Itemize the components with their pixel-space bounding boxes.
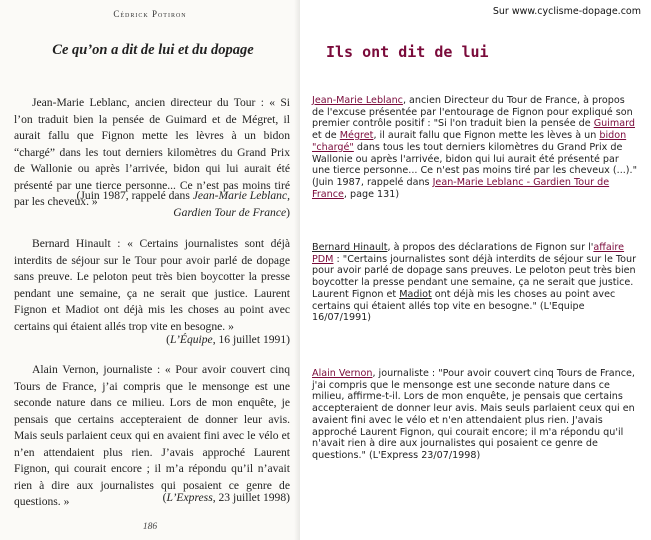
link-affaire-pdm[interactable]: affaire PDM <box>312 242 625 265</box>
book-title: Ce qu’on a dit de lui et du dopage <box>52 42 254 58</box>
book-page-number: 186 <box>142 522 158 532</box>
web-title: Ils ont dit de lui <box>326 43 489 61</box>
source-label: Sur www.cyclisme-dopage.com <box>492 6 641 17</box>
web-quote-hinault: Bernard Hinault, à propos des déclarations de Fignon sur l'affaire PDM : "Certains journalistes sont déjà interdits de séjour sur le Tour pour avoir parlé de dopage sans preuves. Le peloton peut très bien boycotter la presse pendant une semaine, ça ne serait que justice. Laurent Fignon et Madiot ont déjà mis les choses au point avec certains qui étaient allés top vite en besogne." (L'Equipe 16/07/1991) <box>312 242 637 324</box>
link-gardien-tour-de-france[interactable]: Jean-Marie Leblanc - Gardien Tour de France <box>312 176 610 200</box>
web-quote-vernon: Alain Vernon, journaliste : "Pour avoir couvert cinq Tours de France, j'ai compris que le mensonge est une seconde nature dans ce milieu, affirme-t-il. Lors de mon enquête, je pensais que certains accepteraient de donner leur avis. Mais seuls parlaient ceux qui en avaient fini avec le vélo et n'en attendaient plus rien. J'avais approché Laurent Fignon, qui courait encore; il m'a répondu qu'il n'avait rien à dire aux journalistes qui posaient ce genre de questions." (L'Express 23/07/1998) <box>312 368 635 461</box>
link-bidon-charge[interactable]: bidon "chargé" <box>312 130 627 153</box>
link-bernard-hinault[interactable]: Bernard Hinault <box>312 242 388 253</box>
book-header: Cédrick Potiron <box>113 9 187 19</box>
book-cite-vernon: (L’Express, 23 juillet 1998) <box>162 491 290 504</box>
link-megret[interactable]: Mégret <box>339 130 374 142</box>
book-cite-leblanc: (Juin 1987, rappelé dans Jean-Marie Leblanc, Gardien Tour de France) <box>76 189 290 219</box>
book-quote-hinault: Bernard Hinault : « Certains journalistes sont déjà interdits de séjour sur le Tour pour avoir parlé de dopage sans preuve. Le peloton peut très bien boycotter la presse pendant une semaine, ça ne serait que justice. Laurent Fignon et Madiot ont déjà mis les choses au point avec certains qui étaient allés trop vite en besogne. » <box>14 237 290 333</box>
book-cite-hinault: (L’Équipe, 16 juillet 1991) <box>166 333 290 346</box>
link-madiot[interactable]: Madiot <box>399 288 432 300</box>
link-guimard[interactable]: Guimard <box>593 118 635 130</box>
book-page <box>0 0 300 540</box>
book-quote-vernon: Alain Vernon, journaliste : « Pour avoir couvert cinq Tours de France, j’ai compris que le mensonge est une seconde nature dans ce milieu. Lors de mon enquête, je pensais que certains accepteraient de donner leur avis. Mais seuls parlaient ceux qui en avaient fini avec le vélo et n’en attendaient plus rien. J’avais approché Laurent Fignon, qui courait encore ; il m’a répondu qu’il n’avait rien à dire aux journalistes qui posaient ce genre de questions. » <box>14 363 290 508</box>
book-quote-leblanc: Jean-Marie Leblanc, ancien directeur du Tour : « Si l’on traduit bien la pensée de Guimard et de Mégret, il aurait fallu que Fignon mette les lèvres à un bidon “chargé” dans les tout derniers kilomètres du Grand Prix de Wallonie ou après l’arrivée, bidon qui lui aurait été présenté par une tierce personne... Ce n’est pas moins tiré par les cheveux. » <box>14 96 290 208</box>
link-alain-vernon[interactable]: Alain Vernon <box>312 368 373 379</box>
web-quote-leblanc: Jean-Marie Leblanc, ancien Directeur du Tour de France, à propos de l'excuse présentée par l'entourage de Fignon pour expliqué son premier contrôle positif : "Si l'on traduit bien la pensée de Guimard et de Mégret, il aurait fallu que Fignon mette les lèves à un bidon "chargé" dans tous les tout derniers kilomètres du Grand Prix de Wallonie ou après l'arrivée, bidon qui lui aurait été présenté par une tierce personne... Ce n'est pas moins tiré par les cheveux (...)." (Juin 1987, rappelé dans Jean-Marie Leblanc - Gardien Tour de France, page 131) <box>312 95 638 200</box>
link-jean-marie-leblanc[interactable]: Jean-Marie Leblanc <box>312 95 403 106</box>
web-page <box>300 0 651 540</box>
